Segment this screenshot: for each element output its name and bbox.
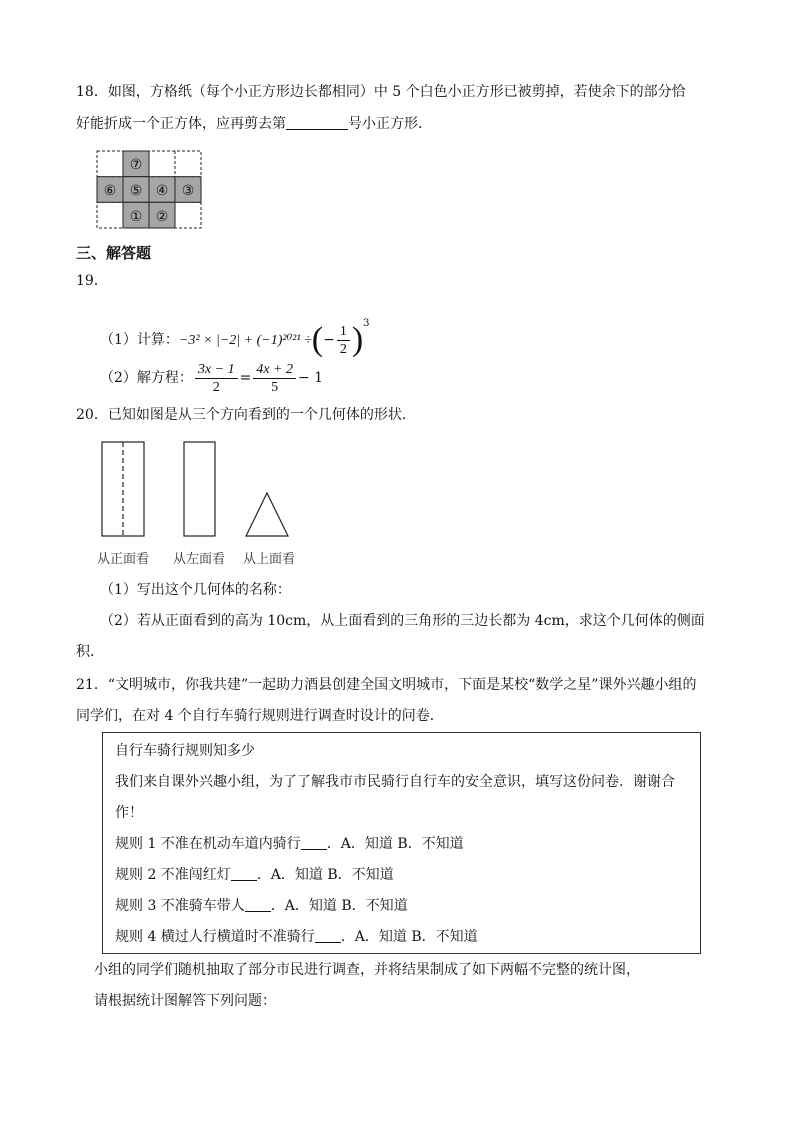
q19-p1-fraction xyxy=(337,323,350,358)
grid-label-6: ⑥ xyxy=(103,183,117,199)
rule-1 xyxy=(115,834,464,854)
q19-p2-tail: − 1 xyxy=(298,370,324,386)
rule-2-text: 规则 2 不准闯红灯 xyxy=(115,867,231,883)
rule-1-options: ．A．知道 B．不知道 xyxy=(326,836,464,852)
rule-2 xyxy=(115,865,394,885)
rule-2-blank[interactable] xyxy=(231,866,257,881)
rule-3-blank[interactable] xyxy=(245,897,271,912)
q18-line2-a: 好能折成一个正方体，应再剪去第 xyxy=(76,116,286,132)
q21-line1: 21．“文明城市，你我共建”一起助力酒县创建全国文明城市，下面是某校“数学之星”课外兴趣小组的 xyxy=(76,677,697,693)
q19-p2-right-fraction xyxy=(253,361,296,396)
q20-part2-line2: 积． xyxy=(76,644,104,660)
q18-line1: 18．如图，方格纸（每个小正方形边长都相同）中 5 个白色小正方形已被剪掉，若使余下的部分恰 xyxy=(76,84,686,100)
questionnaire-intro-line2: 作！ xyxy=(115,805,143,821)
q20-three-views-figure xyxy=(96,440,296,540)
front-view-rectangle xyxy=(102,442,144,536)
q19-right-paren: ) xyxy=(351,321,364,358)
q18-grid-figure xyxy=(96,150,202,230)
q19-p2-left-fraction xyxy=(195,361,238,396)
section-title: 三、解答题 xyxy=(76,244,152,262)
rule-3 xyxy=(115,896,408,916)
q19-number: 19． xyxy=(76,273,108,289)
q20-part2-line1: （2）若从正面看到的高为 10cm，从上面看到的三角形的三边长都为 4cm，求这个几何体的侧面 xyxy=(100,613,705,629)
q21-after-line1: 小组的同学们随机抽取了部分市民进行调查，并将结果制成了如下两幅不完整的统计图， xyxy=(94,962,640,978)
q18-answer-blank[interactable] xyxy=(286,115,348,130)
questionnaire-intro-line1: 我们来自课外兴趣小组，为了了解我市市民骑行自行车的安全意识，填写这份问卷．谢谢合 xyxy=(115,774,675,790)
q19-part2 xyxy=(100,358,323,398)
q19-left-paren: ( xyxy=(311,321,324,358)
questionnaire-title: 自行车骑行规则知多少 xyxy=(115,743,255,759)
top-view-triangle xyxy=(246,493,288,536)
rule-4-text: 规则 4 横过人行横道时不准骑行 xyxy=(115,929,315,945)
q18-line2-b: 号小正方形． xyxy=(348,116,432,132)
q18-line2 xyxy=(76,114,432,134)
caption-top-view: 从上面看 xyxy=(243,552,296,567)
grid-label-2: ② xyxy=(155,209,169,225)
grid-label-4: ④ xyxy=(155,183,169,199)
rule-4 xyxy=(115,927,478,947)
grid-label-5: ⑤ xyxy=(129,183,143,199)
q19-p2-rnum: 4x + 2 xyxy=(253,361,296,379)
q19-p1-num: 1 xyxy=(337,323,350,341)
q20-line1: 20．已知如图是从三个方向看到的一个几何体的形状． xyxy=(76,407,416,423)
rule-4-options: ．A．知道 B．不知道 xyxy=(340,929,478,945)
rule-1-blank[interactable] xyxy=(301,835,327,850)
left-view-rectangle xyxy=(184,442,215,536)
q19-p1-expr: −3² × |−2| + (−1)²⁰²¹ ÷ xyxy=(178,333,312,348)
q19-p2-label: （2）解方程： xyxy=(100,370,193,386)
q19-p2-rden: 5 xyxy=(271,379,279,395)
rule-4-blank[interactable] xyxy=(315,928,341,943)
rule-3-options: ．A．知道 B．不知道 xyxy=(270,898,408,914)
q19-part1 xyxy=(100,304,370,361)
q19-p2-lden: 2 xyxy=(212,379,220,395)
q19-p1-den: 2 xyxy=(339,341,347,357)
questionnaire-box xyxy=(102,732,701,954)
rule-3-text: 规则 3 不准骑车带人 xyxy=(115,898,245,914)
grid-label-7: ⑦ xyxy=(129,157,143,173)
q19-p2-lnum: 3x − 1 xyxy=(195,361,238,379)
grid-label-1: ① xyxy=(129,209,143,225)
q19-p1-minus: − xyxy=(323,332,335,348)
rule-1-text: 规则 1 不准在机动车道内骑行 xyxy=(115,836,301,852)
q20-part1: （1）写出这个几何体的名称： xyxy=(100,582,291,598)
grid-label-3: ③ xyxy=(181,183,195,199)
caption-left-view: 从左面看 xyxy=(173,552,226,567)
q19-p2-eq: = xyxy=(239,370,252,386)
q21-line2: 同学们，在对 4 个自行车骑行规则进行调查时设计的问卷． xyxy=(76,708,444,724)
q21-after-line2: 请根据统计图解答下列问题： xyxy=(94,993,276,1009)
rule-2-options: ．A．知道 B．不知道 xyxy=(256,867,394,883)
caption-front-view: 从正面看 xyxy=(97,552,150,567)
q19-p1-exp: 3 xyxy=(363,318,370,329)
q19-p1-label: （1）计算： xyxy=(100,332,179,348)
